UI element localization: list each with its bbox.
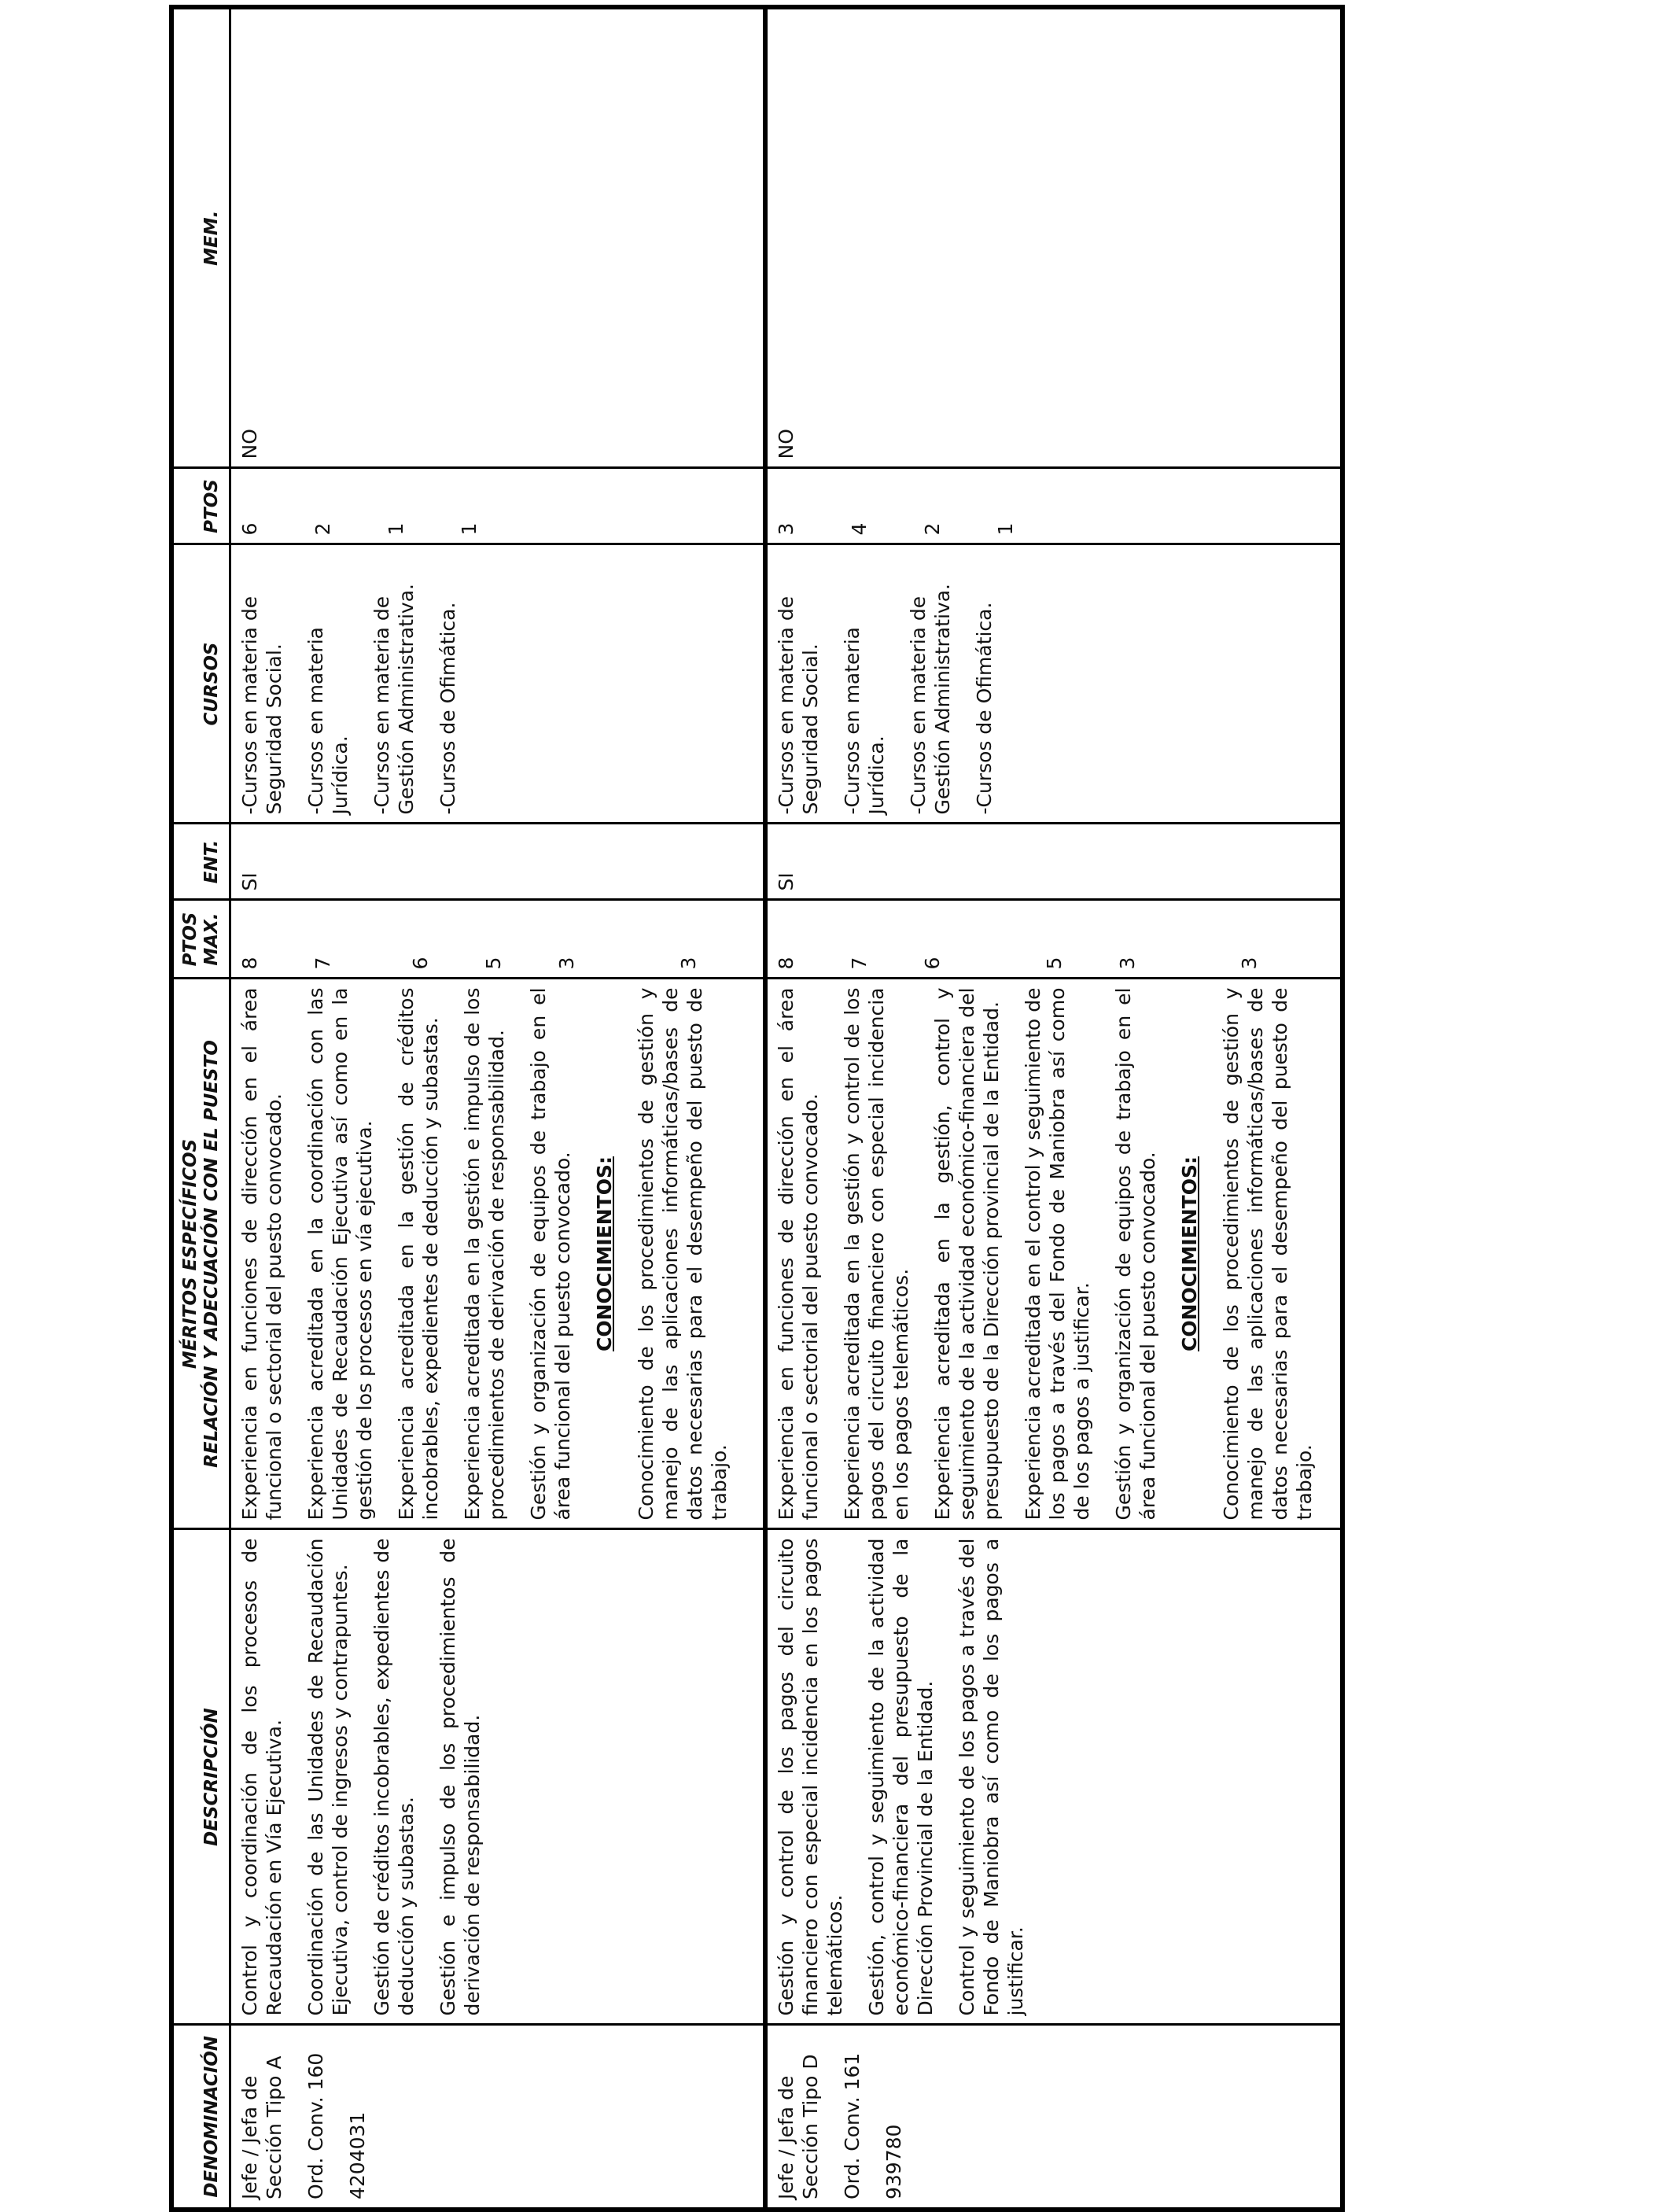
denominacion-text: Jefe / Jefa de Sección Tipo A bbox=[238, 2055, 285, 2199]
curso-points: 2 bbox=[920, 522, 944, 536]
header-row bbox=[171, 7, 230, 2210]
header-cursos: CURSOS bbox=[171, 544, 230, 824]
merito-points: 5 bbox=[482, 957, 505, 970]
meritos-cell bbox=[230, 979, 765, 1529]
header-meritos-line1: MÉRITOS ESPECÍFICOS bbox=[180, 1138, 201, 1370]
descripcion-cell bbox=[230, 1529, 765, 2025]
table-row bbox=[230, 7, 765, 2210]
merito-item: Experiencia en funciones de dirección en el área funcional o sectorial del puesto convocado. bbox=[238, 987, 285, 1521]
meritos-cell bbox=[765, 979, 1342, 1529]
ptos-cell bbox=[765, 468, 1342, 544]
table-row bbox=[765, 7, 1342, 2210]
orden-text: Ord. Conv. 160 bbox=[304, 2052, 327, 2199]
curso-item: -Cursos de Ofimática. bbox=[436, 602, 459, 815]
denominacion-cell bbox=[230, 2025, 765, 2210]
ptos-max-cell bbox=[230, 900, 765, 979]
conocimientos-points: 3 bbox=[1237, 957, 1261, 970]
merito-points: 6 bbox=[409, 957, 432, 970]
descripcion-item: Coordinación de las Unidades de Recaudación Ejecutiva, control de ingresos y contrapuntes. bbox=[304, 1538, 352, 2016]
merito-item: Experiencia acreditada en la coordinación con las Unidades de Recaudación Ejecutiva así como en la gestión de los procesos en vía ejecutiva. bbox=[304, 987, 376, 1521]
mem-cell: NO bbox=[765, 7, 1342, 468]
curso-item: -Cursos en materia Jurídica. bbox=[304, 627, 352, 815]
descripcion-item: Gestión y control de los pagos del circuito financiero con especial incidencia en los pagos telemáticos. bbox=[774, 1538, 846, 2016]
header-denominacion: DENOMINACIÓN bbox=[171, 2025, 230, 2210]
merito-points: 3 bbox=[555, 957, 578, 970]
merito-item: Experiencia acreditada en la gestión, control y seguimiento de la actividad económico-financiera del presupuesto de la Dirección provincial de la Entidad. bbox=[930, 987, 1003, 1521]
merito-points: 7 bbox=[311, 957, 334, 970]
header-ptos: PTOS bbox=[171, 468, 230, 544]
conocimientos-text: Conocimiento de los procedimientos de gestión y manejo de las aplicaciones informáticas/bases de datos necesarias para el desempeño del puesto de trabajo. bbox=[1219, 987, 1316, 1521]
orden-text: Ord. Conv. 161 bbox=[840, 2052, 864, 2199]
curso-points: 4 bbox=[847, 522, 871, 536]
descripcion-cell bbox=[765, 1529, 1342, 2025]
conocimientos-text: Conocimiento de los procedimientos de gestión y manejo de las aplicaciones informáticas/bases de datos necesarias para el desempeño del puesto de trabajo. bbox=[635, 987, 731, 1521]
descripcion-item: Gestión, control y seguimiento de la actividad económico-financiera del presupuesto de la Dirección Provincial de la Entidad. bbox=[864, 1538, 937, 2016]
header-meritos bbox=[171, 979, 230, 1529]
descripcion-item: Gestión de créditos incobrables, expedientes de deducción y subastas. bbox=[370, 1538, 418, 2016]
conocimientos-title: CONOCIMIENTOS: bbox=[1177, 1156, 1201, 1351]
descripcion-item: Gestión e impulso de los procedimientos de derivación de responsabilidad. bbox=[436, 1538, 484, 2016]
curso-item: -Cursos en materia de Gestión Administrativa. bbox=[906, 584, 954, 815]
ptos-cell bbox=[230, 468, 765, 544]
cursos-cell bbox=[230, 544, 765, 824]
curso-item: -Cursos en materia de Gestión Administrativa. bbox=[370, 584, 418, 815]
descripcion-item: Control y coordinación de los procesos de Recaudación en Vía Ejecutiva. bbox=[238, 1538, 285, 2016]
mem-cell: NO bbox=[230, 7, 765, 468]
merito-points: 8 bbox=[774, 957, 797, 970]
curso-item: -Cursos de Ofimática. bbox=[972, 602, 996, 815]
curso-points: 6 bbox=[238, 522, 261, 536]
merito-points: 3 bbox=[1115, 957, 1139, 970]
merito-item: Experiencia acreditada en la gestión y control de los pagos del circuito financiero con especial incidencia en los pagos telemáticos. bbox=[840, 987, 912, 1521]
curso-points: 1 bbox=[993, 522, 1017, 536]
header-meritos-line2: RELACIÓN Y ADECUACIÓN CON EL PUESTO bbox=[201, 1040, 222, 1468]
header-descripcion: DESCRIPCIÓN bbox=[171, 1529, 230, 2025]
curso-item: -Cursos en materia de Seguridad Social. bbox=[774, 595, 822, 815]
rotated-page bbox=[169, 9, 1317, 2212]
merito-points: 7 bbox=[847, 957, 871, 970]
header-ptos-max-line2: MAX. bbox=[201, 912, 222, 966]
header-ptos-max bbox=[171, 900, 230, 979]
merito-item: Experiencia acreditada en el control y seguimiento de los pagos a través del Fondo de Maniobra así como de los pagos a justificar. bbox=[1021, 987, 1093, 1521]
conocimientos-title: CONOCIMIENTOS: bbox=[593, 1156, 616, 1351]
merito-item: Experiencia en funciones de dirección en el área funcional o sectorial del puesto convocado. bbox=[774, 987, 822, 1521]
merits-table bbox=[169, 5, 1345, 2212]
ent-cell: SI bbox=[230, 824, 765, 900]
header-ptos-max-line1: PTOS bbox=[180, 912, 201, 967]
merito-item: Gestión y organización de equipos de trabajo en el área funcional del puesto convocado. bbox=[527, 987, 574, 1521]
codigo-text: 4204031 bbox=[346, 2111, 369, 2199]
merito-item: Gestión y organización de equipos de trabajo en el área funcional del puesto convocado. bbox=[1111, 987, 1159, 1521]
conocimientos-points: 3 bbox=[677, 957, 700, 970]
merito-points: 8 bbox=[238, 957, 261, 970]
header-ent: ENT. bbox=[171, 824, 230, 900]
merito-points: 5 bbox=[1042, 957, 1066, 970]
curso-item: -Cursos en materia de Seguridad Social. bbox=[238, 595, 285, 815]
curso-points: 1 bbox=[458, 522, 481, 536]
ptos-max-cell bbox=[765, 900, 1342, 979]
merito-item: Experiencia acreditada en la gestión de créditos incobrables, expedientes de deducción y subastas. bbox=[395, 987, 442, 1521]
merito-item: Experiencia acreditada en la gestión e impulso de los procedimientos de derivación de responsabilidad. bbox=[461, 987, 508, 1521]
curso-points: 3 bbox=[774, 522, 797, 536]
curso-item: -Cursos en materia Jurídica. bbox=[840, 627, 888, 815]
denominacion-text: Jefe / Jefa de Sección Tipo D bbox=[774, 2054, 822, 2199]
ent-cell: SI bbox=[765, 824, 1342, 900]
merito-points: 6 bbox=[920, 957, 944, 970]
header-mem: MEM. bbox=[171, 7, 230, 468]
denominacion-cell bbox=[765, 2025, 1342, 2210]
descripcion-item: Control y seguimiento de los pagos a través del Fondo de Maniobra así como de los pagos a justificar. bbox=[955, 1538, 1027, 2016]
codigo-text: 939780 bbox=[882, 2124, 905, 2199]
cursos-cell bbox=[765, 544, 1342, 824]
curso-points: 1 bbox=[385, 522, 407, 536]
curso-points: 2 bbox=[311, 522, 334, 536]
